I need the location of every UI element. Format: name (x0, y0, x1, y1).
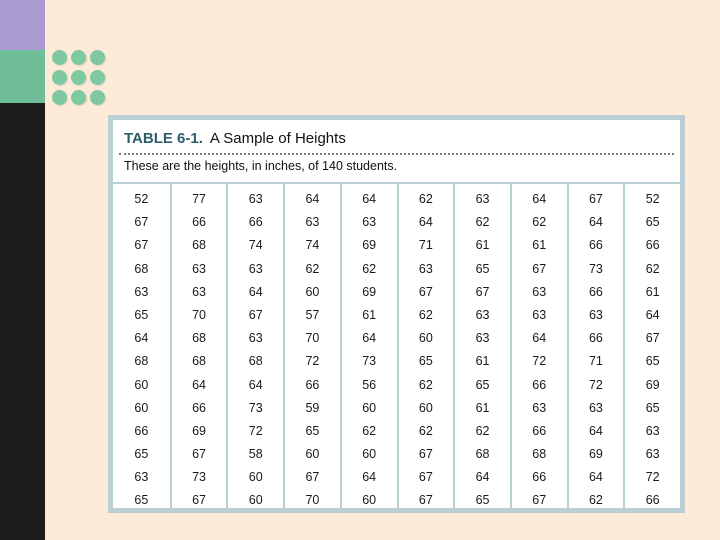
table-cell: 63 (475, 307, 490, 322)
table-cell: 63 (532, 400, 547, 415)
table-cell: 65 (645, 354, 660, 369)
table-cell: 70 (192, 307, 206, 322)
table-cell: 67 (532, 261, 547, 276)
table-cell: 63 (588, 400, 603, 415)
table-cell: 62 (362, 423, 377, 438)
dotted-divider (119, 153, 674, 155)
table-cell: 66 (532, 470, 547, 485)
table-cell: 66 (532, 377, 547, 392)
table-cell: 65 (134, 307, 149, 322)
table-cell: 64 (362, 470, 377, 485)
table-cell: 65 (305, 423, 320, 438)
table-cell: 69 (362, 238, 377, 253)
decorative-dot (52, 50, 67, 65)
table-cell: 62 (588, 493, 603, 508)
table-cell: 65 (134, 447, 149, 462)
table-cell: 62 (418, 307, 433, 322)
table-cell: 62 (418, 377, 433, 392)
table-caption (124, 130, 346, 152)
table-cell: 67 (192, 447, 206, 462)
table-cell: 60 (305, 447, 320, 462)
table-cell: 68 (192, 238, 206, 253)
decorative-dot (71, 50, 86, 65)
table-cell: 66 (588, 331, 603, 346)
table-cell: 66 (645, 238, 660, 253)
table-cell: 64 (362, 331, 377, 346)
decorative-dot (90, 90, 105, 105)
table-cell: 68 (134, 354, 149, 369)
table-cell: 61 (362, 307, 377, 322)
table-cell: 66 (192, 400, 206, 415)
table-cell: 67 (418, 493, 433, 508)
table-cell: 61 (645, 284, 660, 299)
table-cell: 68 (192, 354, 206, 369)
heights-table (113, 120, 680, 508)
table-cell: 67 (475, 284, 490, 299)
table-cell: 57 (305, 307, 320, 322)
table-cell: 67 (418, 447, 433, 462)
table-cell: 67 (645, 331, 660, 346)
table-cell: 64 (532, 192, 547, 206)
decorative-dot (52, 70, 67, 85)
table-cell: 71 (418, 238, 433, 253)
table-cell: 60 (248, 493, 263, 508)
table-cell: 64 (134, 331, 149, 346)
table-cell: 63 (248, 192, 263, 206)
table-cell: 72 (588, 377, 603, 392)
table-cell: 66 (134, 423, 149, 438)
table-cell: 62 (418, 192, 433, 206)
table-cell: 60 (362, 447, 377, 462)
table-body (113, 182, 680, 508)
table-cell: 63 (134, 284, 149, 299)
table-cell: 65 (475, 493, 490, 508)
decorative-dot (90, 70, 105, 85)
table-column (283, 184, 340, 513)
table-cell: 60 (418, 331, 433, 346)
table-cell: 64 (532, 331, 547, 346)
table-cell: 64 (475, 470, 490, 485)
table-cell: 65 (134, 493, 149, 508)
table-cell: 52 (645, 192, 660, 206)
purple-accent-block (0, 0, 45, 50)
green-accent-block (0, 50, 45, 103)
table-column (113, 184, 170, 513)
table-cell: 62 (305, 261, 320, 276)
table-cell: 63 (248, 261, 263, 276)
table-column (453, 184, 510, 513)
table-cell: 59 (305, 400, 320, 415)
table-title: A Sample of Heights (209, 130, 346, 147)
table-cell: 60 (248, 470, 263, 485)
table-cell: 66 (248, 215, 263, 230)
decorative-dot-grid (52, 50, 106, 106)
table-cell: 67 (532, 493, 547, 508)
table-cell: 65 (475, 261, 490, 276)
table-column (567, 184, 624, 513)
table-cell: 62 (475, 215, 490, 230)
table-cell: 70 (305, 493, 320, 508)
table-cell: 66 (532, 423, 547, 438)
table-cell: 66 (305, 377, 320, 392)
table-cell: 63 (475, 331, 490, 346)
decorative-dot (71, 90, 86, 105)
table-cell: 68 (475, 447, 490, 462)
table-cell: 61 (475, 400, 490, 415)
table-cell: 68 (532, 447, 547, 462)
table-subtitle: These are the heights, in inches, of 140 students. (124, 159, 398, 173)
table-label: TABLE 6-1. (124, 130, 203, 147)
table-cell: 60 (134, 400, 149, 415)
table-cell: 60 (305, 284, 320, 299)
table-cell: 63 (475, 192, 490, 206)
table-column (510, 184, 567, 513)
table-cell: 69 (192, 423, 206, 438)
table-cell: 66 (645, 493, 660, 508)
table-cell: 62 (362, 261, 377, 276)
table-cell: 74 (248, 238, 263, 253)
table-column (397, 184, 454, 513)
table-column (340, 184, 397, 513)
table-cell: 63 (248, 331, 263, 346)
table-cell: 66 (192, 215, 206, 230)
table-cell: 60 (418, 400, 433, 415)
table-cell: 67 (418, 470, 433, 485)
table-cell: 64 (588, 423, 603, 438)
table-cell: 67 (418, 284, 433, 299)
table-cell: 63 (645, 423, 660, 438)
table-cell: 72 (305, 354, 320, 369)
table-cell: 69 (362, 284, 377, 299)
table-cell: 72 (248, 423, 263, 438)
table-cell: 72 (645, 470, 660, 485)
table-cell: 64 (362, 192, 377, 206)
table-cell: 65 (645, 400, 660, 415)
table-cell: 60 (134, 377, 149, 392)
table-cell: 67 (134, 238, 149, 253)
table-cell: 63 (134, 470, 149, 485)
table-cell: 69 (588, 447, 603, 462)
table-cell: 63 (588, 307, 603, 322)
table-cell: 77 (192, 192, 206, 206)
table-cell: 61 (475, 354, 490, 369)
table-cell: 61 (475, 238, 490, 253)
table-cell: 63 (645, 447, 660, 462)
table-cell: 65 (475, 377, 490, 392)
table-cell: 67 (248, 307, 263, 322)
table-cell: 61 (532, 238, 547, 253)
table-column (226, 184, 283, 513)
table-cell: 62 (645, 261, 660, 276)
table-cell: 67 (588, 192, 603, 206)
table-cell: 60 (362, 400, 377, 415)
decorative-dot (52, 90, 67, 105)
table-cell: 68 (192, 331, 206, 346)
left-sidebar-bar (0, 0, 45, 540)
table-cell: 64 (418, 215, 433, 230)
table-cell: 67 (134, 215, 149, 230)
table-cell: 68 (248, 354, 263, 369)
table-cell: 72 (532, 354, 547, 369)
table-cell: 63 (305, 215, 320, 230)
table-cell: 66 (588, 284, 603, 299)
table-cell: 64 (588, 470, 603, 485)
table-cell: 71 (588, 354, 603, 369)
table-cell: 63 (192, 261, 206, 276)
table-cell: 62 (418, 423, 433, 438)
table-cell: 52 (134, 192, 149, 206)
table-cell: 67 (305, 470, 320, 485)
table-cell: 73 (588, 261, 603, 276)
table-cell: 64 (645, 307, 660, 322)
table-cell: 58 (248, 447, 263, 462)
heights-table-panel (108, 115, 685, 513)
table-cell: 63 (418, 261, 433, 276)
table-cell: 63 (192, 284, 206, 299)
table-cell: 62 (475, 423, 490, 438)
table-cell: 65 (645, 215, 660, 230)
table-cell: 64 (305, 192, 320, 206)
table-column (170, 184, 227, 513)
table-cell: 63 (362, 215, 377, 230)
table-cell: 63 (532, 307, 547, 322)
table-cell: 70 (305, 331, 320, 346)
decorative-dot (71, 70, 86, 85)
table-cell: 56 (362, 377, 377, 392)
table-cell: 69 (645, 377, 660, 392)
table-cell: 68 (134, 261, 149, 276)
table-cell: 63 (532, 284, 547, 299)
table-cell: 64 (192, 377, 206, 392)
table-cell: 60 (362, 493, 377, 508)
table-cell: 65 (418, 354, 433, 369)
decorative-dot (90, 50, 105, 65)
table-cell: 66 (588, 238, 603, 253)
table-column (623, 184, 680, 513)
table-cell: 73 (362, 354, 377, 369)
table-cell: 67 (192, 493, 206, 508)
table-cell: 64 (248, 377, 263, 392)
table-cell: 64 (248, 284, 263, 299)
table-cell: 62 (532, 215, 547, 230)
table-cell: 74 (305, 238, 320, 253)
table-cell: 64 (588, 215, 603, 230)
table-cell: 73 (192, 470, 206, 485)
table-cell: 73 (248, 400, 263, 415)
